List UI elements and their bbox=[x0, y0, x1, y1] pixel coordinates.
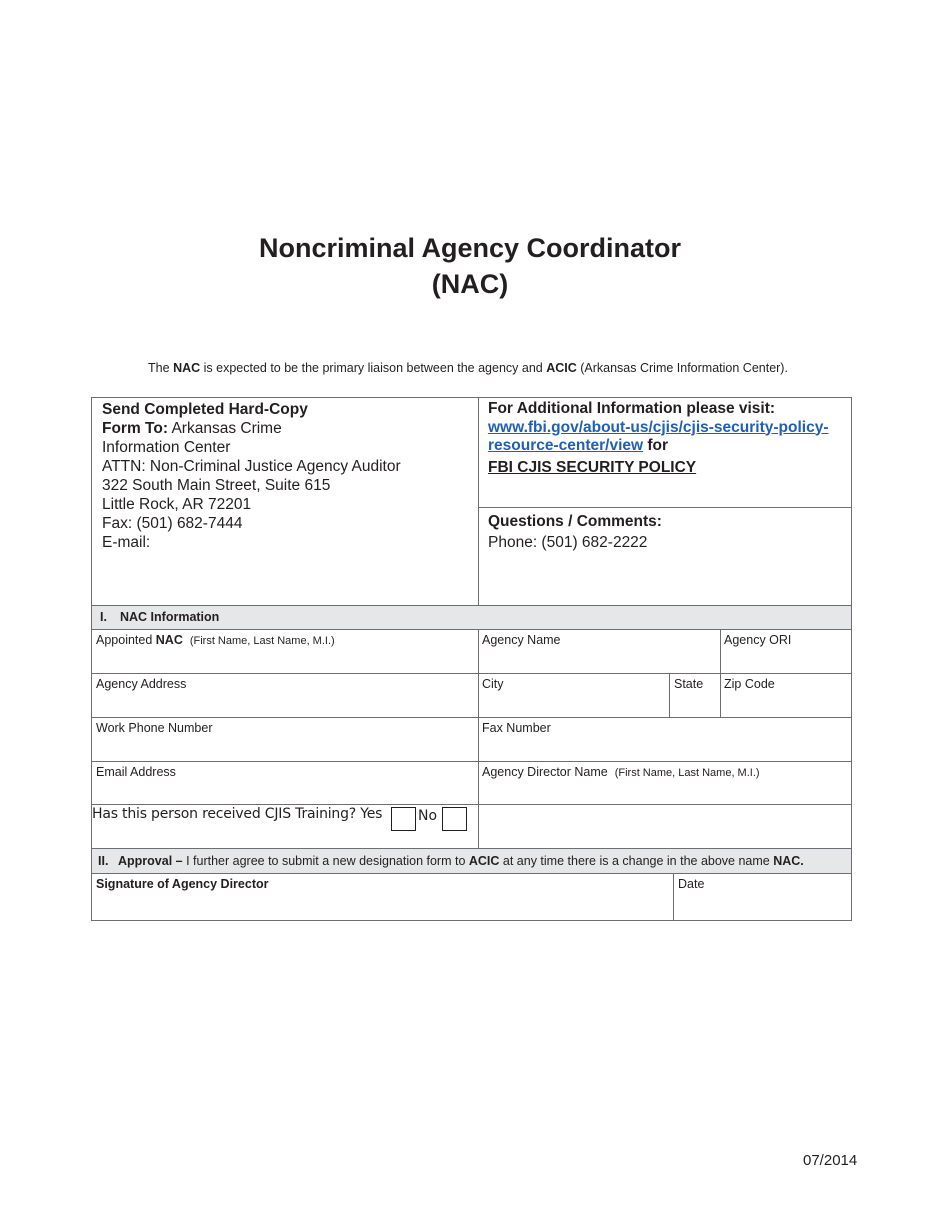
field-label: Agency Director Name bbox=[482, 765, 608, 779]
divider bbox=[479, 507, 851, 508]
cjis-training-question: Has this person received CJIS Training? Yes bbox=[92, 806, 383, 822]
send-heading: Send Completed Hard-Copy bbox=[102, 401, 308, 418]
section-text: at any time there is a change in the above name bbox=[499, 854, 774, 868]
divider bbox=[669, 674, 670, 717]
appointed-nac-field[interactable] bbox=[96, 633, 335, 647]
section-title: NAC Information bbox=[120, 610, 220, 624]
cjis-no-label: No bbox=[418, 808, 438, 824]
work-phone-field[interactable]: Work Phone Number bbox=[96, 721, 213, 735]
section-number: II. bbox=[98, 854, 109, 868]
agency-director-name-field[interactable] bbox=[482, 765, 760, 779]
intro-nac: NAC bbox=[173, 361, 201, 375]
section-text: I further agree to submit a new designation form to bbox=[182, 854, 469, 868]
intro-part1: The bbox=[148, 361, 174, 375]
form-to-label: Form To: bbox=[102, 420, 169, 437]
divider bbox=[92, 673, 851, 674]
address-line: Little Rock, AR 72201 bbox=[102, 496, 252, 513]
fbi-link[interactable]: www.fbi.gov/about-us/cjis/cjis-security-policy- bbox=[488, 418, 829, 436]
email-address-field[interactable]: Email Address bbox=[96, 765, 176, 779]
address-line: 322 South Main Street, Suite 615 bbox=[102, 477, 331, 494]
section-approval bbox=[92, 848, 851, 874]
zip-code-field[interactable]: Zip Code bbox=[724, 677, 775, 691]
section-number: I. bbox=[100, 610, 107, 624]
divider bbox=[92, 804, 851, 805]
agency-address-field[interactable]: Agency Address bbox=[96, 677, 187, 691]
fax-number-field[interactable]: Fax Number bbox=[482, 721, 551, 735]
divider bbox=[92, 761, 851, 762]
for-text: for bbox=[643, 437, 669, 454]
address-line: ATTN: Non-Criminal Justice Agency Auditor bbox=[102, 458, 401, 475]
divider bbox=[478, 630, 479, 848]
form-to-line bbox=[102, 419, 477, 438]
field-hint: (First Name, Last Name, M.I.) bbox=[189, 635, 335, 647]
revision-date: 07/2014 bbox=[803, 1152, 858, 1169]
form-title bbox=[0, 230, 940, 302]
form-title-line1: Noncriminal Agency Coordinator bbox=[258, 233, 682, 263]
policy-title: FBI CJIS SECURITY POLICY bbox=[488, 458, 697, 476]
intro-part3: (Arkansas Crime Information Center). bbox=[576, 361, 788, 375]
field-label: Appointed bbox=[96, 633, 156, 647]
questions-phone: Phone: (501) 682-2222 bbox=[488, 534, 648, 551]
date-field[interactable]: Date bbox=[678, 877, 705, 891]
intro-text bbox=[0, 361, 936, 375]
state-field[interactable]: State bbox=[674, 677, 704, 691]
cjis-yes-checkbox[interactable] bbox=[391, 807, 416, 831]
section-title: Approval – bbox=[118, 854, 183, 868]
email-line: E-mail: bbox=[102, 534, 151, 551]
divider bbox=[478, 398, 479, 605]
intro-part2: is expected to be the primary liaison between the agency and bbox=[200, 361, 547, 375]
signature-field[interactable]: Signature of Agency Director bbox=[96, 877, 269, 891]
info-heading: For Additional Information please visit: bbox=[488, 400, 776, 417]
field-label-bold: NAC bbox=[155, 633, 183, 647]
additional-info-block bbox=[488, 400, 848, 477]
fax-line: Fax: (501) 682-7444 bbox=[102, 515, 243, 532]
send-to-block bbox=[102, 400, 477, 552]
agency-name-field[interactable]: Agency Name bbox=[482, 633, 561, 647]
questions-heading: Questions / Comments: bbox=[488, 513, 662, 530]
form-title-line2: (NAC) bbox=[431, 269, 509, 299]
fbi-link-cont[interactable]: resource-center/view bbox=[488, 437, 644, 454]
form-to-value: Arkansas Crime bbox=[168, 420, 282, 437]
city-field[interactable]: City bbox=[482, 677, 504, 691]
address-line: Information Center bbox=[102, 439, 231, 456]
nac-form bbox=[91, 397, 852, 921]
divider bbox=[673, 874, 674, 920]
section-acic: ACIC bbox=[468, 854, 500, 868]
agency-ori-field[interactable]: Agency ORI bbox=[724, 633, 792, 647]
cjis-no-checkbox[interactable] bbox=[442, 807, 467, 831]
questions-block bbox=[488, 511, 848, 553]
intro-acic: ACIC bbox=[546, 361, 577, 375]
section-nac-information bbox=[92, 605, 851, 630]
section-nac: NAC. bbox=[773, 854, 804, 868]
divider bbox=[92, 717, 851, 718]
field-hint: (First Name, Last Name, M.I.) bbox=[614, 767, 760, 779]
